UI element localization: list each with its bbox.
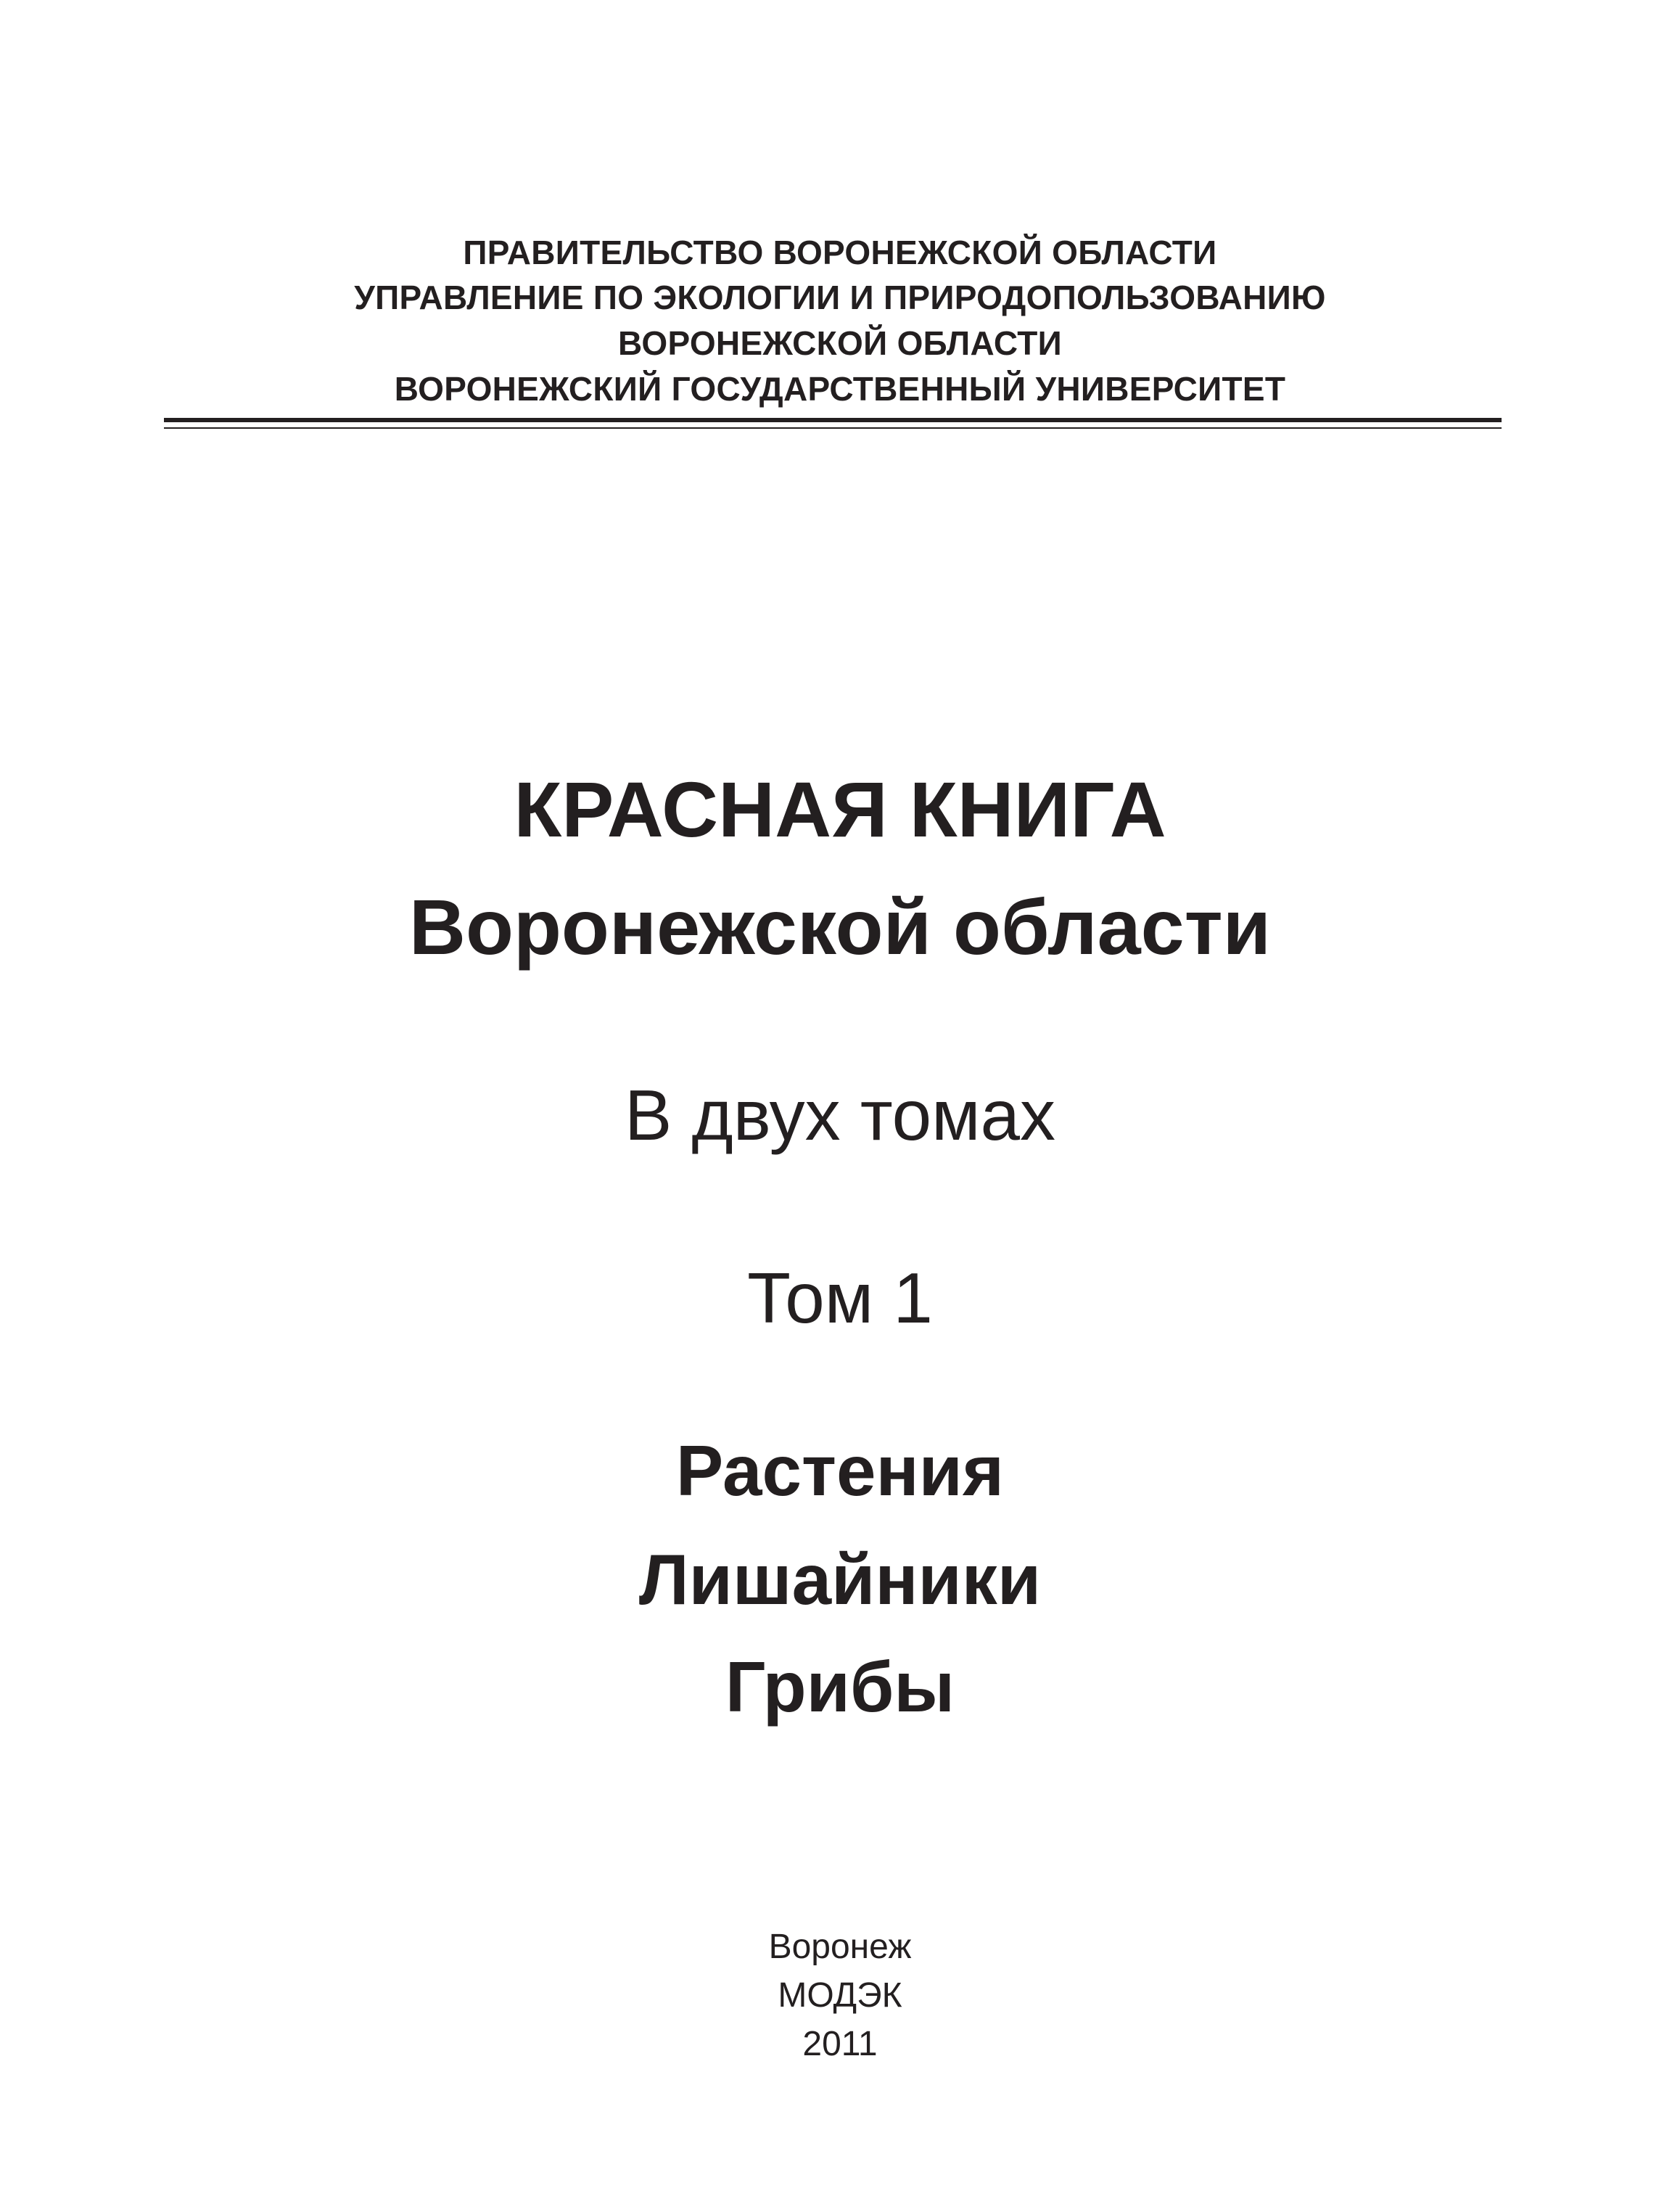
subject-fungi: Грибы xyxy=(725,1647,955,1727)
header-rule-thin xyxy=(164,427,1502,429)
header-line-government: ПРАВИТЕЛЬСТВО ВОРОНЕЖСКОЙ ОБЛАСТИ xyxy=(463,234,1217,271)
imprint-city: Воронеж xyxy=(768,1928,912,1966)
imprint-year: 2011 xyxy=(802,2025,878,2063)
book-subtitle: Воронежской области xyxy=(409,883,1271,971)
volumes-total: В двух томах xyxy=(624,1075,1056,1155)
header-line-university: ВОРОНЕЖСКИЙ ГОСУДАРСТВЕННЫЙ УНИВЕРСИТЕТ xyxy=(394,370,1286,408)
subject-lichens: Лишайники xyxy=(638,1539,1042,1619)
book-title: КРАСНАЯ КНИГА xyxy=(514,765,1166,853)
volume-number: Том 1 xyxy=(747,1258,933,1338)
subject-plants: Растения xyxy=(675,1431,1005,1510)
header-line-region: ВОРОНЕЖСКОЙ ОБЛАСТИ xyxy=(618,324,1062,362)
header-rule-thick xyxy=(164,418,1502,422)
header-line-department: УПРАВЛЕНИЕ ПО ЭКОЛОГИИ И ПРИРОДОПОЛЬЗОВАНИЮ xyxy=(354,279,1326,316)
imprint-publisher: МОДЭК xyxy=(778,1976,902,2015)
